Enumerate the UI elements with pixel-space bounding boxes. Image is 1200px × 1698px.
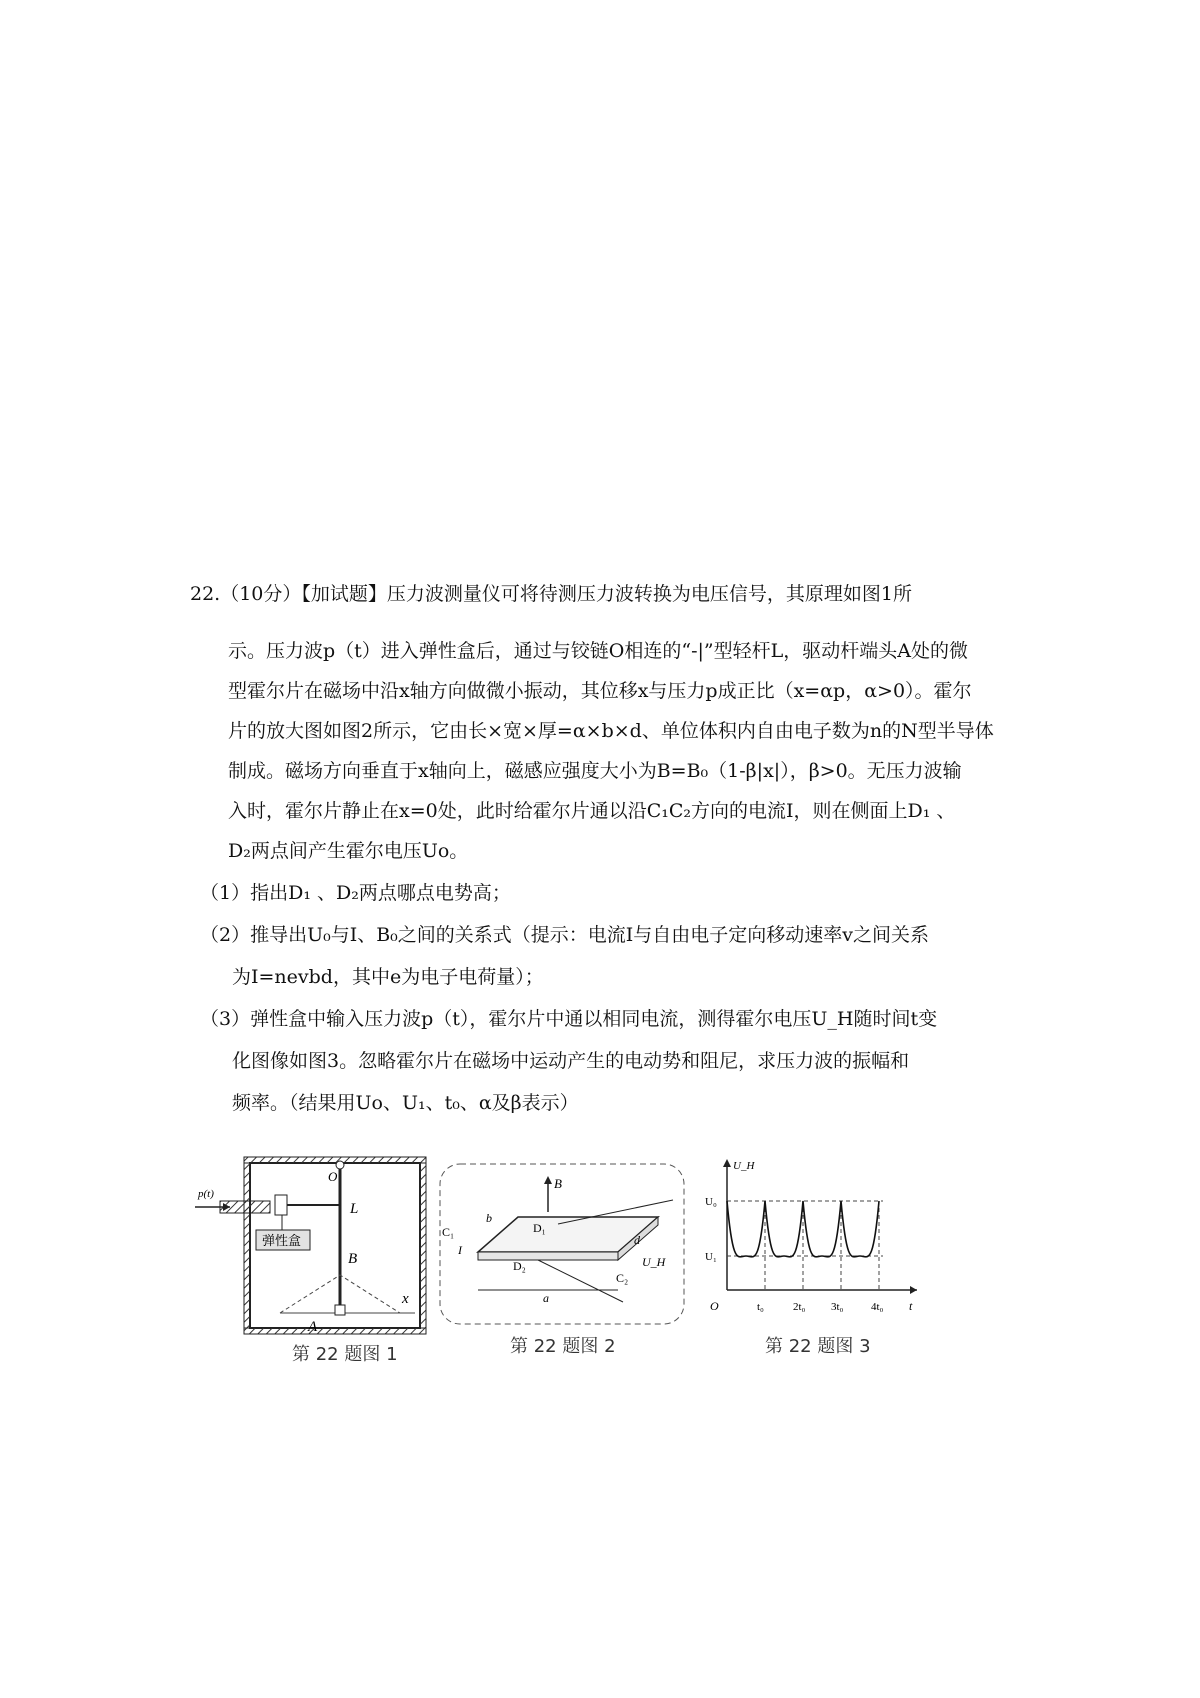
fig2-label-D2: D₂ [513,1259,526,1273]
fig3-xtick-t: t [909,1299,913,1313]
problem-number: 22. [190,583,221,605]
problem-line-4: 片的放大图如图2所示，它由长×宽×厚=α×b×d、单位体积内自由电子数为n的N型半导体 [228,720,994,742]
figure-3-caption: 第 22 题图 3 [765,1336,871,1357]
figure-1-caption: 第 22 题图 1 [292,1344,398,1365]
question-2b: 为I=nevbd，其中e为电子电荷量）； [232,966,544,988]
problem-line-5: 制成。磁场方向垂直于x轴向上，磁感应强度大小为B=B₀（1-β|x|），β>0。无压力波输 [228,760,962,782]
fig2-label-B: B [554,1176,562,1191]
fig3-xtick-t0: t₀ [757,1301,764,1313]
fig2-label-D1: D₁ [533,1221,546,1235]
fig3-series-line [727,1201,879,1257]
problem-score: （10分） [220,583,302,605]
fig3-ytick-U0: U₀ [705,1196,717,1208]
figure-2-caption: 第 22 题图 2 [510,1336,616,1357]
fig2-label-d: d [634,1233,640,1247]
problem-text [190,574,1020,614]
fig2-label-a: a [543,1291,549,1305]
fig1-label-A: A [308,1319,318,1335]
fig3-xtick-3t0: 3t₀ [831,1301,844,1313]
figure-3-chart [705,1155,925,1335]
question-3c: 频率。（结果用Uo、U₁、t₀、α及β表示） [232,1092,579,1114]
problem-line-1 [190,574,1020,614]
figure-2-diagram [438,1162,688,1332]
fig1-label-x: x [402,1291,409,1307]
fig1-input-label: p(t) [198,1188,214,1200]
fig3-xtick-2t0: 2t₀ [793,1301,806,1313]
fig2-label-UH: U_H [642,1255,666,1269]
problem-line-3: 型霍尔片在磁场中沿x轴方向做微小振动，其位移x与压力p成正比（x=αp，α>0）。霍尔 [228,680,972,702]
fig1-label-B: B [348,1251,358,1267]
fig2-label-I: I [458,1243,462,1257]
question-3b: 化图像如图3。忽略霍尔片在磁场中运动产生的电动势和阻尼，求压力波的振幅和 [232,1050,910,1072]
fig3-xtick-4t0: 4t₀ [871,1301,884,1313]
fig2-label-C1: C₁ [442,1225,455,1239]
fig3-xtick-O: O [710,1299,719,1313]
question-1: （1）指出D₁ 、D₂两点哪点电势高； [200,882,511,904]
fig1-box-label: 弹性盒 [262,1234,302,1249]
problem-line-2: 示。压力波p（t）进入弹性盒后，通过与铰链O相连的“-|”型轻杆L，驱动杆端头A处的微 [228,640,968,662]
fig2-label-b: b [486,1211,492,1225]
figure-1-diagram [190,1155,450,1335]
problem-tag: 【加试题】 [301,583,387,605]
problem-line1-text: 压力波测量仪可将待测压力波转换为电压信号，其原理如图1所 [386,583,913,605]
problem-line-6: 入时，霍尔片静止在x=0处，此时给霍尔片通以沿C₁C₂方向的电流I，则在侧面上D₁ 、 [228,800,956,822]
fig2-label-C2: C₂ [616,1271,629,1285]
problem-line-7: D₂两点间产生霍尔电压Uo。 [228,840,469,862]
fig3-y-label: U_H [733,1160,755,1172]
fig3-ytick-U1: U₁ [705,1251,717,1263]
question-2a: （2）推导出U₀与I、B₀之间的关系式（提示：电流I与自由电子定向移动速率v之间关系 [200,924,930,946]
fig1-label-O: O [328,1169,338,1184]
fig1-label-L: L [350,1201,359,1217]
question-3a: （3）弹性盒中输入压力波p（t），霍尔片中通以相同电流，测得霍尔电压U_H随时间t变 [200,1008,938,1030]
